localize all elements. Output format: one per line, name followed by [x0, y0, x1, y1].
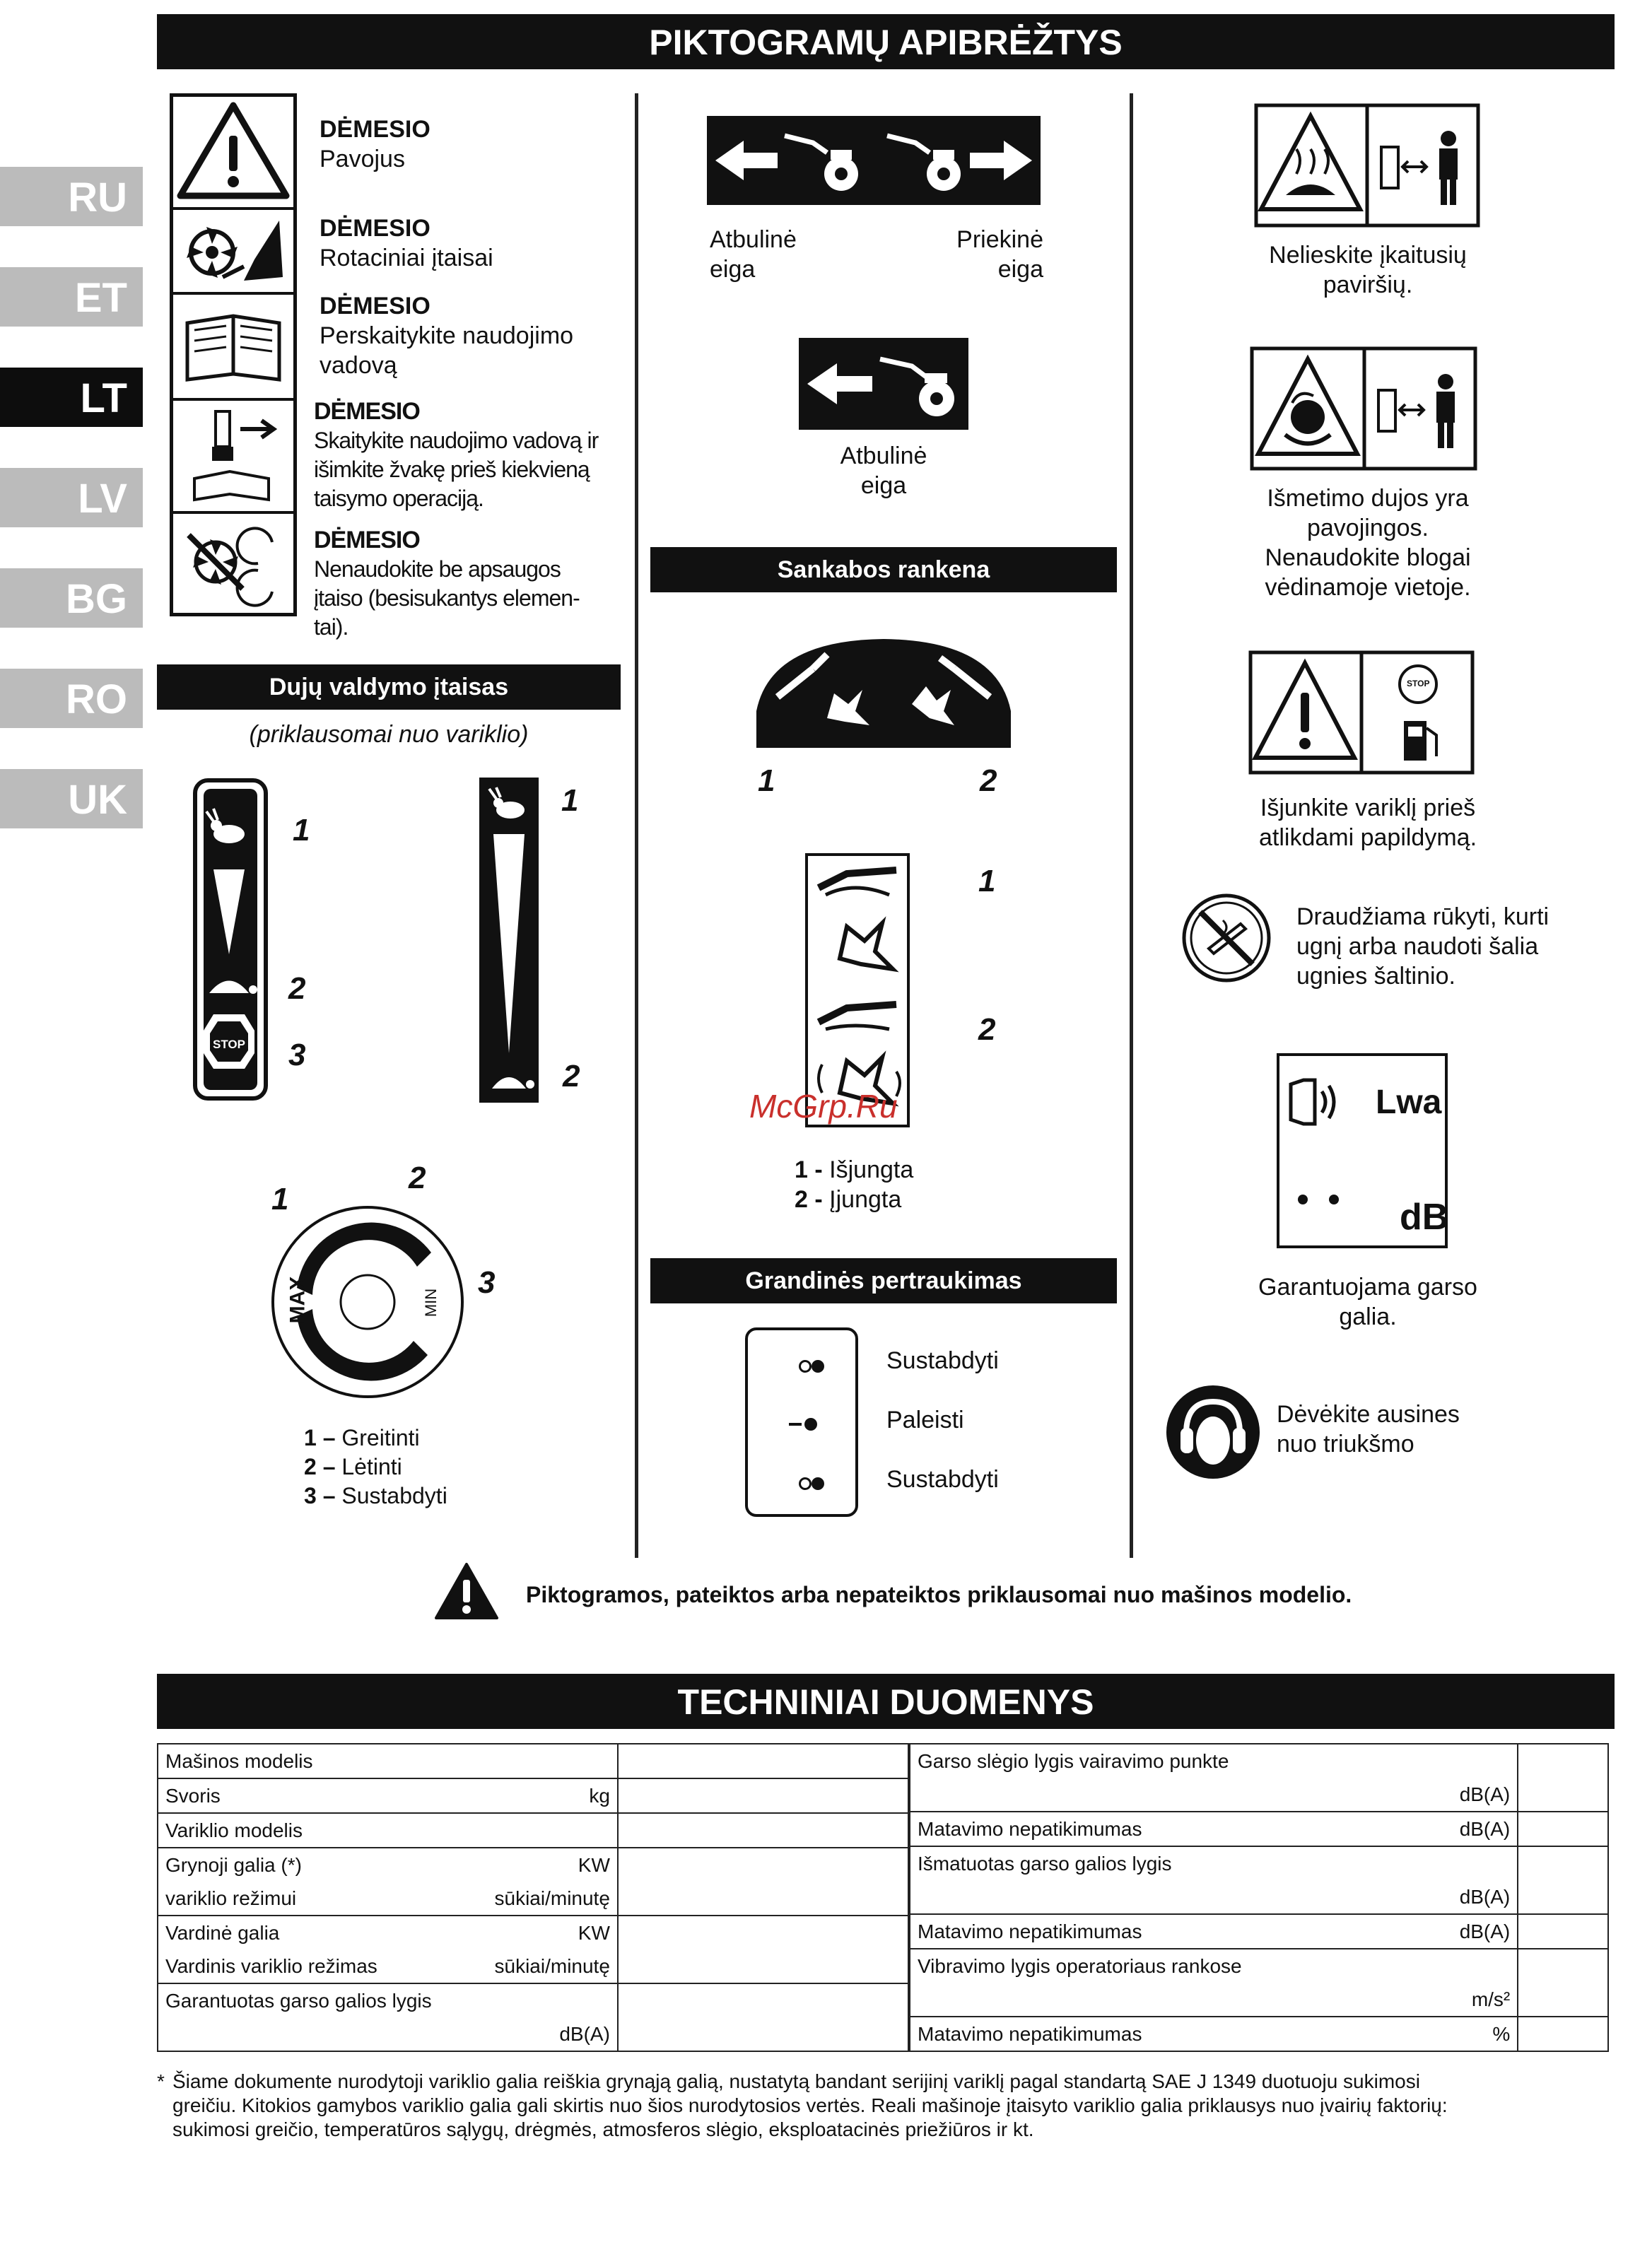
warning-title: DĖMESIO	[320, 215, 430, 242]
rotating-blade-icon	[173, 210, 293, 295]
chain-label-start: Paleisti	[886, 1407, 964, 1433]
table-row: dB(A)	[910, 1778, 1608, 1812]
switch-stop-icon	[799, 1477, 824, 1494]
two-dots	[1298, 1195, 1339, 1208]
table-row: Garso slėgio lygis vairavimo punkte	[910, 1744, 1608, 1778]
warning-body: taisymo operaciją.	[314, 486, 484, 511]
table-row: Grynoji galia (*) KW	[158, 1848, 908, 1882]
sound-power-label	[1277, 1053, 1448, 1248]
lang-tab-et[interactable]: ET	[0, 267, 143, 327]
chain-break-title: Grandinės pertraukimas	[650, 1258, 1117, 1303]
table-row: Vibravimo lygis operatoriaus rankose	[910, 1949, 1608, 1983]
table-row: Matavimo nepatikimumas dB(A)	[910, 1914, 1608, 1949]
warning-2-text	[320, 213, 493, 273]
clutch-legend	[795, 1155, 913, 1214]
lang-tab-bg[interactable]: BG	[0, 568, 143, 628]
warning-body: vadovą	[320, 352, 397, 379]
section-title-pictograms: PIKTOGRAMŲ APIBRĖŽTYS	[157, 14, 1615, 69]
clutch-handle-icon	[756, 633, 1011, 751]
gas-legend	[304, 1424, 447, 1511]
warning-body: Skaitykite naudojimo vadovą ir	[314, 428, 599, 453]
stop-label: STOP	[1407, 679, 1430, 688]
chain-switch-icon	[745, 1327, 858, 1517]
warning-title: DĖMESIO	[320, 293, 430, 319]
dial-min-label: MIN	[422, 1288, 440, 1318]
throttle-lever-b	[479, 778, 539, 1106]
section-title-technical: TECHNINIAI DUOMENYS	[157, 1674, 1615, 1729]
gas-control-subtitle: (priklausomai nuo variklio)	[249, 721, 529, 748]
refuel-text: Išjunkite variklį prieš atlikdami papildymą.	[1258, 794, 1477, 851]
lang-tab-lt[interactable]: LT	[0, 368, 143, 427]
gas-legend-item: 3 – Sustabdyti	[304, 1483, 447, 1508]
table-row: dB(A)	[158, 2017, 908, 2051]
table-row: Vardinis variklio režimas sūkiai/minutę	[158, 1949, 908, 1983]
table-row: Mašinos modelis	[158, 1744, 908, 1778]
lang-tab-uk[interactable]: UK	[0, 769, 143, 828]
forward-label: Priekinė eiga	[956, 226, 1043, 283]
footnote-line: Šiame dokumente nurodytoji variklio galia reiškia grynąją galią, nustatytą bandant serijinį variklį pagal standartą SAE J 1349 duotuoju sukimosi	[172, 2070, 1420, 2092]
ear-protection-icon	[1165, 1384, 1261, 1484]
table-row: Garantuotas garso galios lygis	[158, 1983, 908, 2017]
dial-num-3: 3	[478, 1265, 496, 1300]
clutch-state-num-2: 2	[978, 1012, 996, 1047]
dial-num-1: 1	[271, 1182, 289, 1216]
table-row: Vardinė galia KW	[158, 1916, 908, 1949]
warning-body: Pavojus	[320, 146, 405, 172]
reverse-label: Atbulinė eiga	[710, 226, 797, 283]
switch-run-icon	[789, 1418, 817, 1431]
table-row: m/s²	[910, 1983, 1608, 2017]
warning-body: Nenaudokite be apsaugos	[314, 556, 561, 582]
lever-a-num-1: 1	[293, 813, 310, 848]
throttle-lever-a	[192, 778, 270, 1106]
warning-body: įtaiso (besisukantys elemen-	[314, 585, 580, 611]
tech-table-left	[157, 1743, 909, 2052]
reverse-drive-icon	[799, 338, 968, 433]
warning-title: DĖMESIO	[320, 116, 430, 143]
warning-body: tai).	[314, 614, 348, 640]
warning-1-text	[320, 115, 430, 174]
gas-legend-item: 1 – Greitinti	[304, 1425, 420, 1450]
clutch-num-2: 2	[980, 763, 997, 798]
chain-label-stop: Sustabdyti	[886, 1347, 999, 1374]
lang-tab-lv[interactable]: LV	[0, 468, 143, 527]
chain-label-stop: Sustabdyti	[886, 1466, 999, 1493]
column-divider	[635, 93, 638, 1558]
manual-book-icon	[173, 295, 293, 401]
exhaust-fumes-icon	[1250, 346, 1477, 474]
table-row: Svoris kg	[158, 1778, 908, 1813]
lever-a-num-3: 3	[288, 1038, 306, 1072]
clutch-legend-item: 2 - Įjungta	[795, 1186, 902, 1213]
footnote-line: greičiu. Kitokios gamybos variklio galia gali skirtis nuo šios nurodytosios vertės. Reali mašinoje įtaisyto variklio galia priklausys nuo įvairių faktorių:	[172, 2094, 1448, 2116]
danger-icon	[173, 97, 293, 210]
refuel-stop-icon	[1248, 650, 1475, 778]
lang-tab-ro[interactable]: RO	[0, 669, 143, 728]
table-row: variklio režimui sūkiai/minutę	[158, 1882, 908, 1916]
warning-3-text	[320, 291, 573, 380]
no-guard-rotating-icon	[173, 514, 293, 613]
column-divider	[1130, 93, 1133, 1558]
warning-triangle-icon	[434, 1562, 499, 1624]
no-smoking-text: Draudžiama rūkyti, kurti ugnį arba naudoti šalia ugnies šaltinio.	[1296, 903, 1550, 990]
warning-5-text	[314, 526, 580, 642]
footnote-line: sukimosi greičio, temperatūros sąlygų, drėgmės, atmosferos slėgio, eksploatacinės priežiūros ir kt.	[172, 2118, 1034, 2140]
gas-legend-item: 2 – Lėtinti	[304, 1454, 402, 1479]
reverse-label-2: Atbulinė eiga	[840, 442, 927, 499]
ear-protection-text: Dėvėkite ausines nuo triukšmo	[1277, 1401, 1460, 1458]
clutch-state-num-1: 1	[978, 864, 996, 898]
lwa-label: Lwa	[1376, 1084, 1442, 1121]
table-row: dB(A)	[910, 1880, 1608, 1914]
clutch-title: Sankabos rankena	[650, 547, 1117, 592]
dial-max-label: MAX	[286, 1276, 310, 1324]
warning-icons-box	[170, 93, 297, 616]
no-smoking-icon	[1181, 892, 1272, 987]
speaker-icon	[1288, 1077, 1345, 1127]
dial-num-2: 2	[409, 1161, 426, 1195]
warning-title: DĖMESIO	[314, 527, 420, 553]
footnote	[172, 2070, 1615, 2142]
switch-stop-icon	[799, 1360, 824, 1376]
warning-4-text	[314, 397, 598, 513]
warning-body: išimkite žvakę prieš kiekvieną	[314, 457, 590, 482]
table-row: Matavimo nepatikimumas dB(A)	[910, 1812, 1608, 1846]
sound-power-text: Garantuojama garso galia.	[1258, 1274, 1477, 1330]
lever-b-num-1: 1	[561, 783, 579, 818]
clutch-num-1: 1	[758, 763, 775, 798]
db-label: dB	[1400, 1197, 1449, 1238]
warning-title: DĖMESIO	[314, 398, 420, 425]
gas-control-title: Dujų valdymo įtaisas	[157, 664, 621, 710]
warning-body: Rotaciniai įtaisai	[320, 245, 493, 271]
exhaust-fumes-text: Išmetimo dujos yra pavojingos. Nenaudokite blogai vėdinamoje vietoje.	[1265, 485, 1471, 601]
spark-plug-manual-icon	[173, 401, 293, 514]
watermark: McGrp.Ru	[749, 1088, 898, 1125]
table-row: Matavimo nepatikimumas %	[910, 2017, 1608, 2051]
warning-body: Perskaitykite naudojimo	[320, 322, 574, 349]
tech-table-right	[909, 1743, 1609, 2052]
drive-direction-icon	[707, 116, 1041, 209]
lever-a-num-2: 2	[288, 971, 306, 1006]
hot-surface-icon	[1254, 103, 1480, 231]
stop-label: STOP	[213, 1038, 245, 1051]
table-row: Variklio modelis	[158, 1813, 908, 1848]
clutch-legend-item: 1 - Išjungta	[795, 1156, 914, 1183]
lang-tab-ru[interactable]: RU	[0, 167, 143, 226]
model-note: Piktogramos, pateiktos arba nepateiktos priklausomai nuo mašinos modelio.	[526, 1582, 1352, 1607]
footnote-mark: *	[157, 2070, 165, 2092]
hot-surface-text: Nelieskite įkaitusių paviršių.	[1269, 242, 1467, 298]
throttle-dial	[269, 1203, 467, 1404]
table-row: Išmatuotas garso galios lygis	[910, 1846, 1608, 1880]
lever-b-num-2: 2	[563, 1059, 580, 1093]
